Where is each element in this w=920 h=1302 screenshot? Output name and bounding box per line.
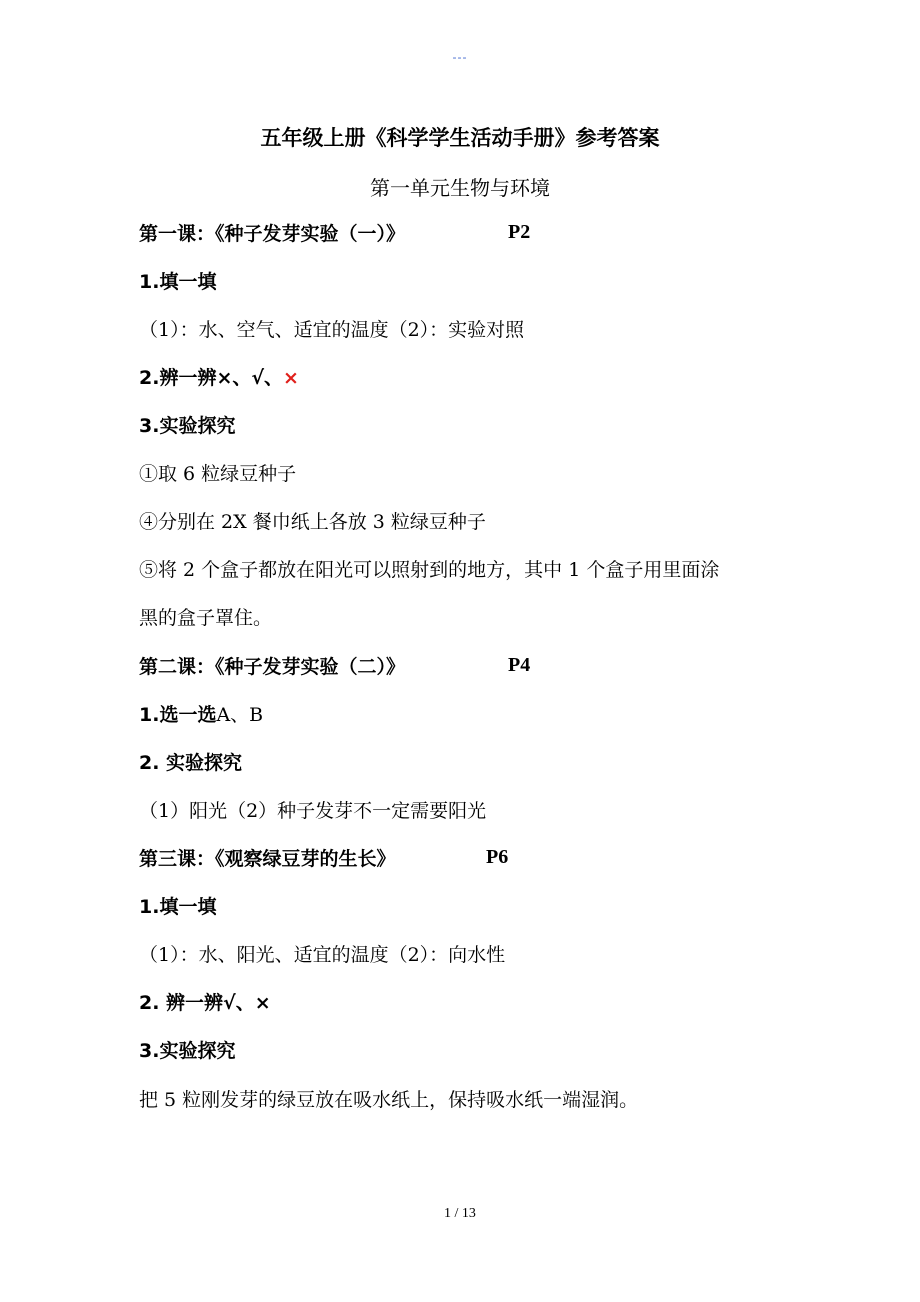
lesson1-q2-red-mark: ×: [283, 367, 299, 389]
lesson2-heading: 第二课：《种子发芽实验（二）》: [139, 656, 406, 678]
lesson1-a3-step5-cont: 黑的盒子罩住。: [139, 607, 273, 629]
lesson1-q2: [139, 365, 799, 391]
lesson1-a3-step4: ④分别在 2X 餐巾纸上各放 3 粒绿豆种子: [139, 511, 486, 533]
header-mark: ---: [452, 50, 468, 64]
lesson3-a3: 把 5 粒刚发芽的绿豆放在吸水纸上，保持吸水纸一端湿润。: [139, 1089, 639, 1111]
lesson1-a3-step5: ⑤将 2 个盒子都放在阳光可以照射到的地方，其中 1 个盒子用里面涂: [139, 559, 720, 581]
lesson1-a1: （1）：水、空气、适宜的温度（2）：实验对照: [139, 319, 525, 341]
lesson3-q1: 1.填一填: [139, 896, 217, 918]
lesson2-q1-label: 1.选一选: [139, 704, 217, 726]
lesson2-a1: A、B: [216, 704, 264, 726]
unit-title: 第一单元生物与环境: [370, 176, 550, 200]
lesson3-page: P6: [486, 846, 509, 868]
lesson3-heading: 第三课：《观察绿豆芽的生长》: [139, 848, 396, 870]
lesson1-a3-step1: ①取 6 粒绿豆种子: [139, 463, 297, 485]
lesson2-q1: [139, 702, 799, 728]
lesson3-a1: （1）：水、阳光、适宜的温度（2）：向水性: [139, 944, 506, 966]
page-number: 1 / 13: [444, 1206, 476, 1221]
lesson3-q2: 2. 辨一辨√、×: [139, 992, 271, 1014]
lesson1-q2-text: 2.辨一辨×、√、: [139, 367, 284, 389]
lesson2-page: P4: [508, 654, 531, 676]
lesson1-page: P2: [508, 221, 531, 243]
lesson3-q3: 3.实验探究: [139, 1040, 236, 1062]
lesson2-a2: （1）阳光（2）种子发芽不一定需要阳光: [139, 800, 487, 822]
document-title: 五年级上册《科学学生活动手册》参考答案: [260, 126, 660, 150]
lesson2-q2: 2. 实验探究: [139, 752, 243, 774]
lesson1-heading: 第一课：《种子发芽实验（一）》: [139, 223, 406, 245]
lesson1-q1: 1.填一填: [139, 271, 217, 293]
lesson1-q3: 3.实验探究: [139, 415, 236, 437]
